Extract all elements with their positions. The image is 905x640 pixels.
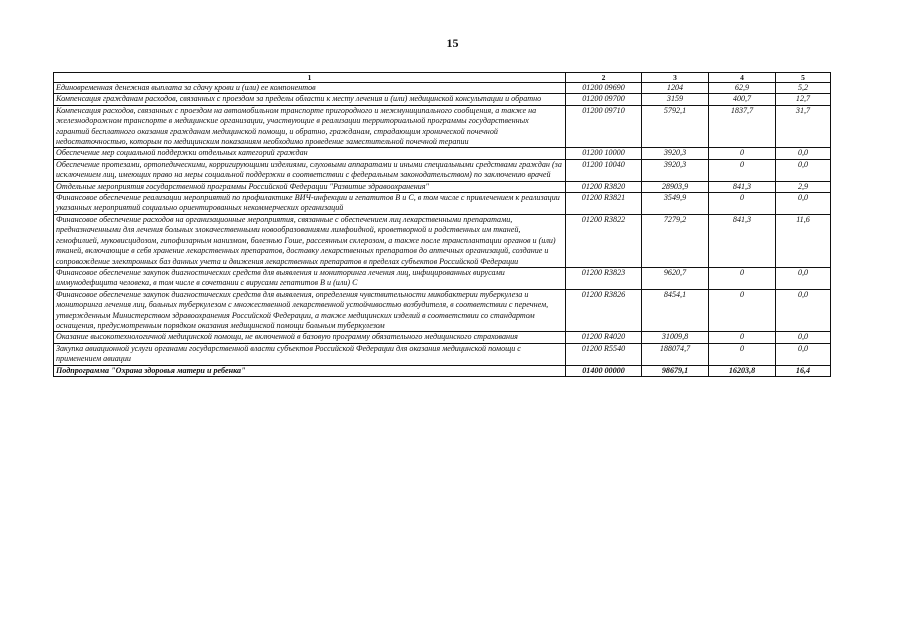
table-row (54, 159, 831, 181)
row-description: Компенсация расходов, связанных с проездом на автомобильном транспорте пригородного и межмуниципального сообщения, а также на железнодорожном транспорте в медицинские организации, участвующие в реализации территориальной программы государственных гарантий бесплатного оказания гражданам медицинской помощи, и обратно, гражданам, страдающим хронической почечной недостаточностью, которым по медицинским показаниям необходимо проведение заместительной почечной терапии (54, 105, 566, 148)
table-row (54, 105, 831, 148)
row-value-plan: 98679,1 (642, 365, 709, 376)
row-value-actual: 0 (709, 148, 776, 159)
row-value-actual: 0 (709, 159, 776, 181)
row-value-actual: 0 (709, 343, 776, 365)
row-value-actual: 0 (709, 193, 776, 215)
row-value-plan: 3920,3 (642, 159, 709, 181)
row-description: Подпрограмма "Охрана здоровья матери и ребенка" (54, 365, 566, 376)
row-code: 01200 R5540 (566, 343, 642, 365)
row-code: 01200 R3822 (566, 214, 642, 267)
row-description: Обеспечение протезами, ортопедическими, корригирующими изделиями, слуховыми аппаратами и иными специальными средствами граждан (за исключением лиц, имеющих право на меры социальной поддержки в соответствии с федеральным законодательством) по заключению врачей (54, 159, 566, 181)
row-value-plan: 3159 (642, 94, 709, 105)
row-value-actual: 0 (709, 332, 776, 343)
row-value-percent: 16,4 (776, 365, 831, 376)
header-col-1: 1 (54, 73, 566, 83)
row-value-percent: 0,0 (776, 332, 831, 343)
row-description: Закупка авиационной услуги органами государственной власти субъектов Российской Федерации для оказания медицинской помощи с применением авиации (54, 343, 566, 365)
row-value-plan: 3920,3 (642, 148, 709, 159)
row-code: 01200 R3821 (566, 193, 642, 215)
row-value-actual: 400,7 (709, 94, 776, 105)
row-value-percent: 11,6 (776, 214, 831, 267)
row-value-percent: 0,0 (776, 148, 831, 159)
table-row (54, 332, 831, 343)
row-code: 01400 00000 (566, 365, 642, 376)
row-description: Обеспечение мер социальной поддержки отдельных категорий граждан (54, 148, 566, 159)
row-description: Оказание высокотехнологичной медицинской помощи, не включенной в базовую программу обязательного медицинского страхования (54, 332, 566, 343)
row-value-percent: 0,0 (776, 289, 831, 332)
row-value-percent: 2,9 (776, 181, 831, 192)
row-code: 01200 R3823 (566, 267, 642, 289)
page-number: 15 (446, 36, 459, 50)
header-col-2: 2 (566, 73, 642, 83)
row-value-percent: 0,0 (776, 159, 831, 181)
row-value-actual: 0 (709, 267, 776, 289)
table-row (54, 181, 831, 192)
header-col-5: 5 (776, 73, 831, 83)
table-row (54, 193, 831, 215)
table-row (54, 289, 831, 332)
row-description: Отдельные мероприятия государственной программы Российской Федерации "Развитие здравоохранения" (54, 181, 566, 192)
row-value-percent: 0,0 (776, 267, 831, 289)
table-header-row (54, 73, 831, 83)
row-value-plan: 1204 (642, 83, 709, 94)
table-row (54, 343, 831, 365)
row-description: Финансовое обеспечение закупок диагностических средств для выявления, определения чувствительности микобактерии туберкулеза и мониторинга лечения лиц, больных туберкулезом с множественной лекарственной устойчивостью возбудителя, в соответствии с перечнем, утвержденным Министерством здравоохранения Российской Федерации, а также медицинских изделий в соответствии со стандартом оснащения, предусмотренным порядком оказания медицинской помощи больным туберкулезом (54, 289, 566, 332)
row-value-plan: 9620,7 (642, 267, 709, 289)
row-code: 01200 R3820 (566, 181, 642, 192)
row-description: Единовременная денежная выплата за сдачу крови и (или) ее компонентов (54, 83, 566, 94)
row-code: 01200 09710 (566, 105, 642, 148)
row-description: Финансовое обеспечение расходов на организационные мероприятия, связанные с обеспечением лиц лекарственными препаратами, предназначенными для лечения больных злокачественными новообразованиями лимфоидной, кроветворной и родственных им тканей, гемофилией, муковисцидозом, гипофизарным нанизмом, болезнью Гоше, рассеянным склерозом, а также после трансплантации органов и (или) тканей, включающие в себя хранение лекарственных препаратов, доставку лекарственных препаратов до аптечных организаций, создание и сопровождение электронных баз данных учета и движения лекарственных препаратов в пределах субъектов Российской Федерации (54, 214, 566, 267)
row-value-plan: 3549,9 (642, 193, 709, 215)
row-value-plan: 7279,2 (642, 214, 709, 267)
row-code: 01200 10000 (566, 148, 642, 159)
row-code: 01200 10040 (566, 159, 642, 181)
row-value-actual: 62,9 (709, 83, 776, 94)
row-value-plan: 188074,7 (642, 343, 709, 365)
header-col-4: 4 (709, 73, 776, 83)
row-description: Финансовое обеспечение закупок диагностических средств для выявления и мониторинга лечения лиц, инфицированных вирусами иммунодефицита человека, в том числе в сочетании с вирусами гепатитов В и (или) С (54, 267, 566, 289)
row-value-plan: 5792,1 (642, 105, 709, 148)
row-value-percent: 31,7 (776, 105, 831, 148)
row-value-actual: 1837,7 (709, 105, 776, 148)
table-row (54, 94, 831, 105)
table-row (54, 148, 831, 159)
row-code: 01200 09700 (566, 94, 642, 105)
table-row (54, 214, 831, 267)
row-description: Финансовое обеспечение реализации мероприятий по профилактике ВИЧ-инфекции и гепатитов В и С, в том числе с привлечением к реализации указанных мероприятий социально ориентированных некоммерческих организаций (54, 193, 566, 215)
row-code: 01200 09690 (566, 83, 642, 94)
row-code: 01200 R4020 (566, 332, 642, 343)
row-description: Компенсация гражданам расходов, связанных с проездом за пределы области к месту лечения и (или) медицинской консультации и обратно (54, 94, 566, 105)
header-col-3: 3 (642, 73, 709, 83)
row-code: 01200 R3826 (566, 289, 642, 332)
row-value-actual: 841,3 (709, 181, 776, 192)
row-value-percent: 12,7 (776, 94, 831, 105)
row-value-percent: 0,0 (776, 193, 831, 215)
table-row (54, 83, 831, 94)
row-value-plan: 8454,1 (642, 289, 709, 332)
row-value-percent: 0,0 (776, 343, 831, 365)
table-row-subprogram (54, 365, 831, 376)
table-row (54, 267, 831, 289)
row-value-percent: 5,2 (776, 83, 831, 94)
row-value-actual: 0 (709, 289, 776, 332)
row-value-plan: 31009,8 (642, 332, 709, 343)
budget-table (53, 72, 831, 377)
row-value-actual: 16203,8 (709, 365, 776, 376)
row-value-plan: 28903,9 (642, 181, 709, 192)
row-value-actual: 841,3 (709, 214, 776, 267)
